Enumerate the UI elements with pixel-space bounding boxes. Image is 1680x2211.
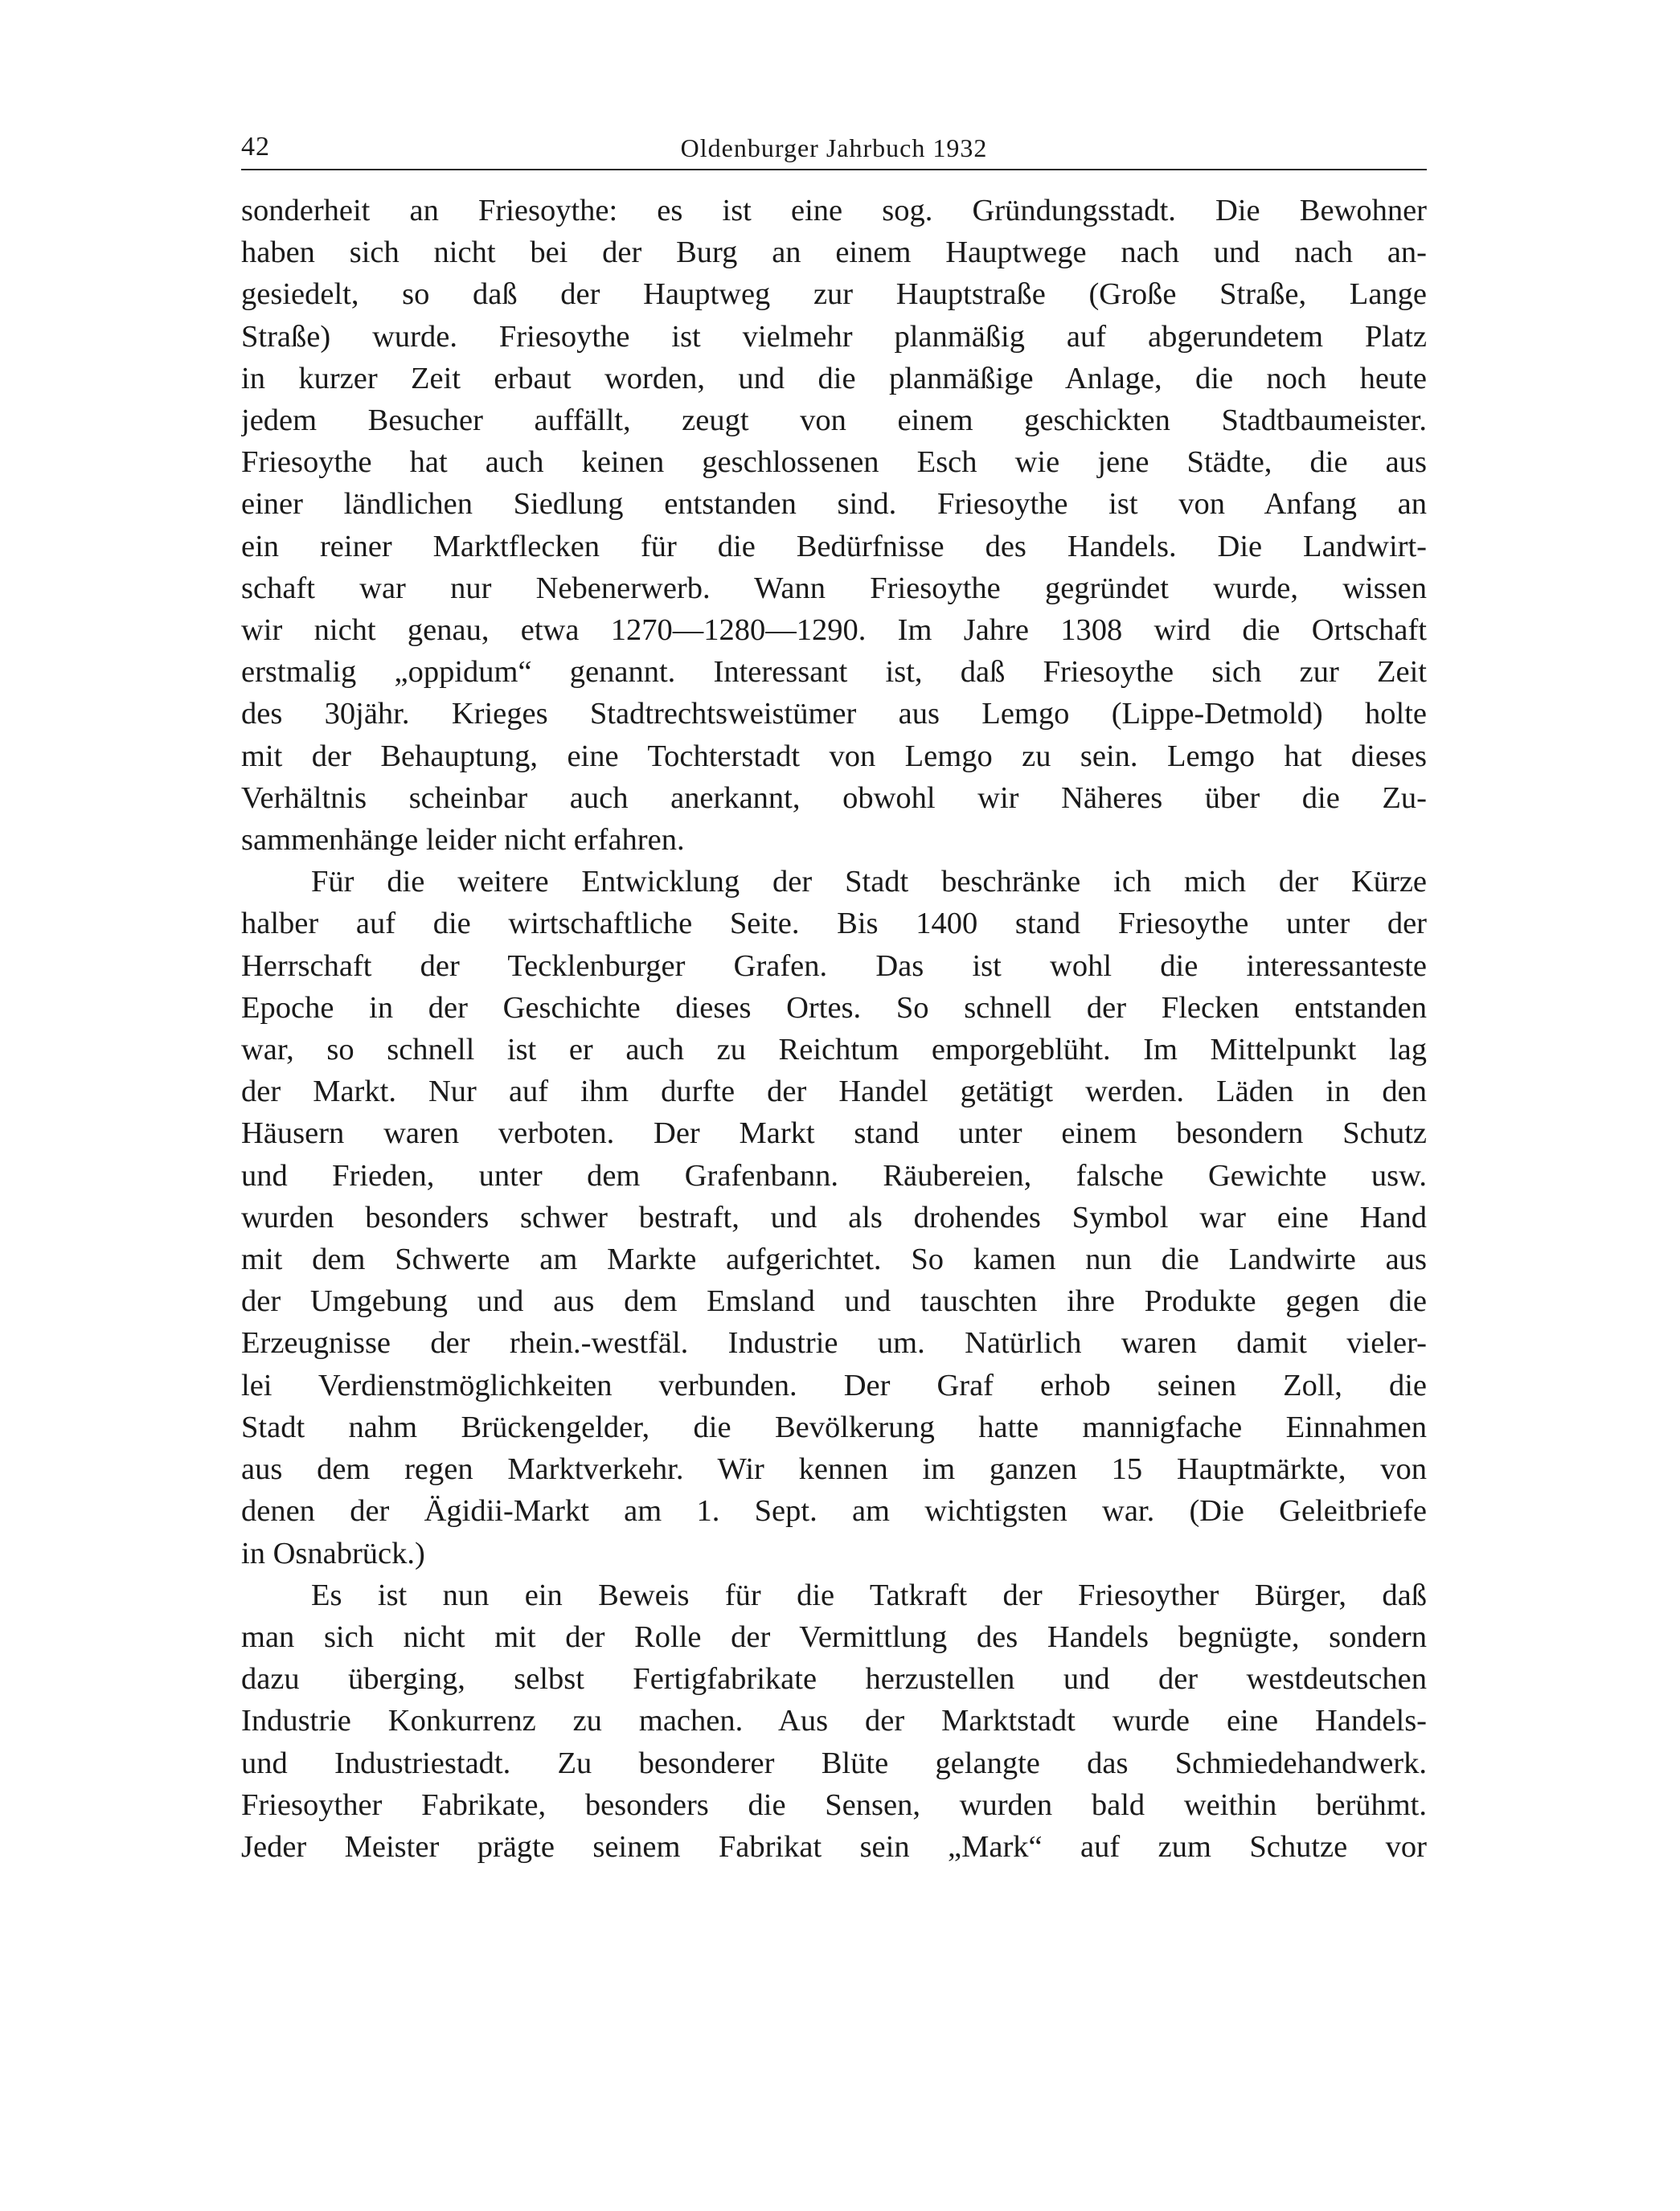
body-text — [241, 190, 1427, 1868]
text-line: gesiedelt, so daß der Hauptweg zur Hauptstraße (Große Straße, Lange — [241, 277, 1427, 312]
text-line: in kurzer Zeit erbaut worden, und die planmäßige Anlage, die noch heute — [241, 361, 1427, 395]
text-line: Verhältnis scheinbar auch anerkannt, obwohl wir Näheres über die Zu- — [241, 780, 1427, 815]
text-line: des 30jähr. Krieges Stadtrechtsweistümer aus Lemgo (Lippe-Detmold) holte — [241, 697, 1427, 731]
text-line: jedem Besucher auffällt, zeugt von einem geschickten Stadtbaumeister. — [241, 403, 1427, 438]
text-line: der Umgebung und aus dem Emsland und tauschten ihre Produkte gegen die — [241, 1284, 1427, 1319]
paragraph-3 — [241, 1574, 1427, 1868]
text-line: Friesoyther Fabrikate, besonders die Sensen, wurden bald weithin berühmt. — [241, 1787, 1427, 1822]
text-line: Friesoythe hat auch keinen geschlossenen Esch wie jene Städte, die aus — [241, 445, 1427, 480]
page-header — [241, 127, 1427, 170]
document-page — [241, 127, 1427, 1868]
text-line: einer ländlichen Siedlung entstanden sind. Friesoythe ist von Anfang an — [241, 487, 1427, 522]
text-line: denen der Ägidii-Markt am 1. Sept. am wichtigsten war. (Die Geleitbriefe — [241, 1494, 1427, 1529]
paragraph-1 — [241, 190, 1427, 861]
text-line: war, so schnell ist er auch zu Reichtum emporgeblüht. Im Mittelpunkt lag — [241, 1033, 1427, 1067]
page-number: 42 — [241, 132, 270, 162]
text-line: sammenhänge leider nicht erfahren. — [241, 823, 685, 858]
text-line: der Markt. Nur auf ihm durfte der Handel getätigt werden. Läden in den — [241, 1075, 1427, 1109]
text-line: halber auf die wirtschaftliche Seite. Bis 1400 stand Friesoythe unter der — [241, 907, 1427, 941]
text-line: und Frieden, unter dem Grafenbann. Räubereien, falsche Gewichte usw. — [241, 1158, 1427, 1193]
text-line: ein reiner Marktflecken für die Bedürfnisse des Handels. Die Landwirt- — [241, 529, 1427, 563]
text-line: sonderheit an Friesoythe: es ist eine sog. Gründungsstadt. Die Bewohner — [241, 194, 1427, 227]
text-line: Erzeugnisse der rhein.-westfäl. Industrie um. Natürlich waren damit vieler- — [241, 1326, 1427, 1361]
running-title: Oldenburger Jahrbuch 1932 — [680, 133, 988, 162]
text-line: mit der Behauptung, eine Tochterstadt von Lemgo zu sein. Lemgo hat dieses — [241, 739, 1427, 773]
text-line: in Osnabrück.) — [241, 1536, 425, 1570]
text-line: wurden besonders schwer bestraft, und als drohendes Symbol war eine Hand — [241, 1200, 1427, 1234]
text-line: erstmalig „oppidum“ genannt. Interessant ist, daß Friesoythe sich zur Zeit — [241, 655, 1427, 690]
text-line: aus dem regen Marktverkehr. Wir kennen im ganzen 15 Hauptmärkte, von — [241, 1452, 1427, 1487]
text-line: Stadt nahm Brückengelder, die Bevölkerung hatte mannigfache Einnahmen — [241, 1410, 1427, 1444]
text-line: und Industriestadt. Zu besonderer Blüte gelangte das Schmiedehandwerk. — [241, 1746, 1427, 1780]
text-line: Herrschaft der Tecklenburger Grafen. Das ist wohl die interessanteste — [241, 948, 1427, 983]
text-line: schaft war nur Nebenerwerb. Wann Friesoythe gegründet wurde, wissen — [241, 571, 1427, 605]
text-line: Straße) wurde. Friesoythe ist vielmehr planmäßig auf abgerundetem Platz — [241, 319, 1427, 354]
text-line: Industrie Konkurrenz zu machen. Aus der Marktstadt wurde eine Handels- — [241, 1704, 1427, 1738]
text-line: lei Verdienstmöglichkeiten verbunden. Der Graf erhob seinen Zoll, die — [241, 1368, 1427, 1402]
text-line: Für die weitere Entwicklung der Stadt beschränke ich mich der Kürze — [311, 865, 1427, 899]
paragraph-2 — [241, 861, 1427, 1574]
text-line: Häusern waren verboten. Der Markt stand unter einem besondern Schutz — [241, 1116, 1427, 1151]
text-line: Jeder Meister prägte seinem Fabrikat sein „Mark“ auf zum Schutze vor — [241, 1829, 1427, 1864]
text-line: Es ist nun ein Beweis für die Tatkraft der Friesoyther Bürger, daß — [311, 1578, 1427, 1612]
text-line: wir nicht genau, etwa 1270—1280—1290. Im Jahre 1308 wird die Ortschaft — [241, 613, 1427, 648]
text-line: Epoche in der Geschichte dieses Ortes. So schnell der Flecken entstanden — [241, 990, 1427, 1025]
text-line: mit dem Schwerte am Markte aufgerichtet. So kamen nun die Landwirte aus — [241, 1243, 1427, 1277]
text-line: man sich nicht mit der Rolle der Vermittlung des Handels begnügte, sondern — [241, 1619, 1427, 1654]
text-line: dazu überging, selbst Fertigfabrikate herzustellen und der westdeutschen — [241, 1662, 1427, 1697]
text-line: haben sich nicht bei der Burg an einem Hauptwege nach und nach an- — [241, 235, 1427, 270]
